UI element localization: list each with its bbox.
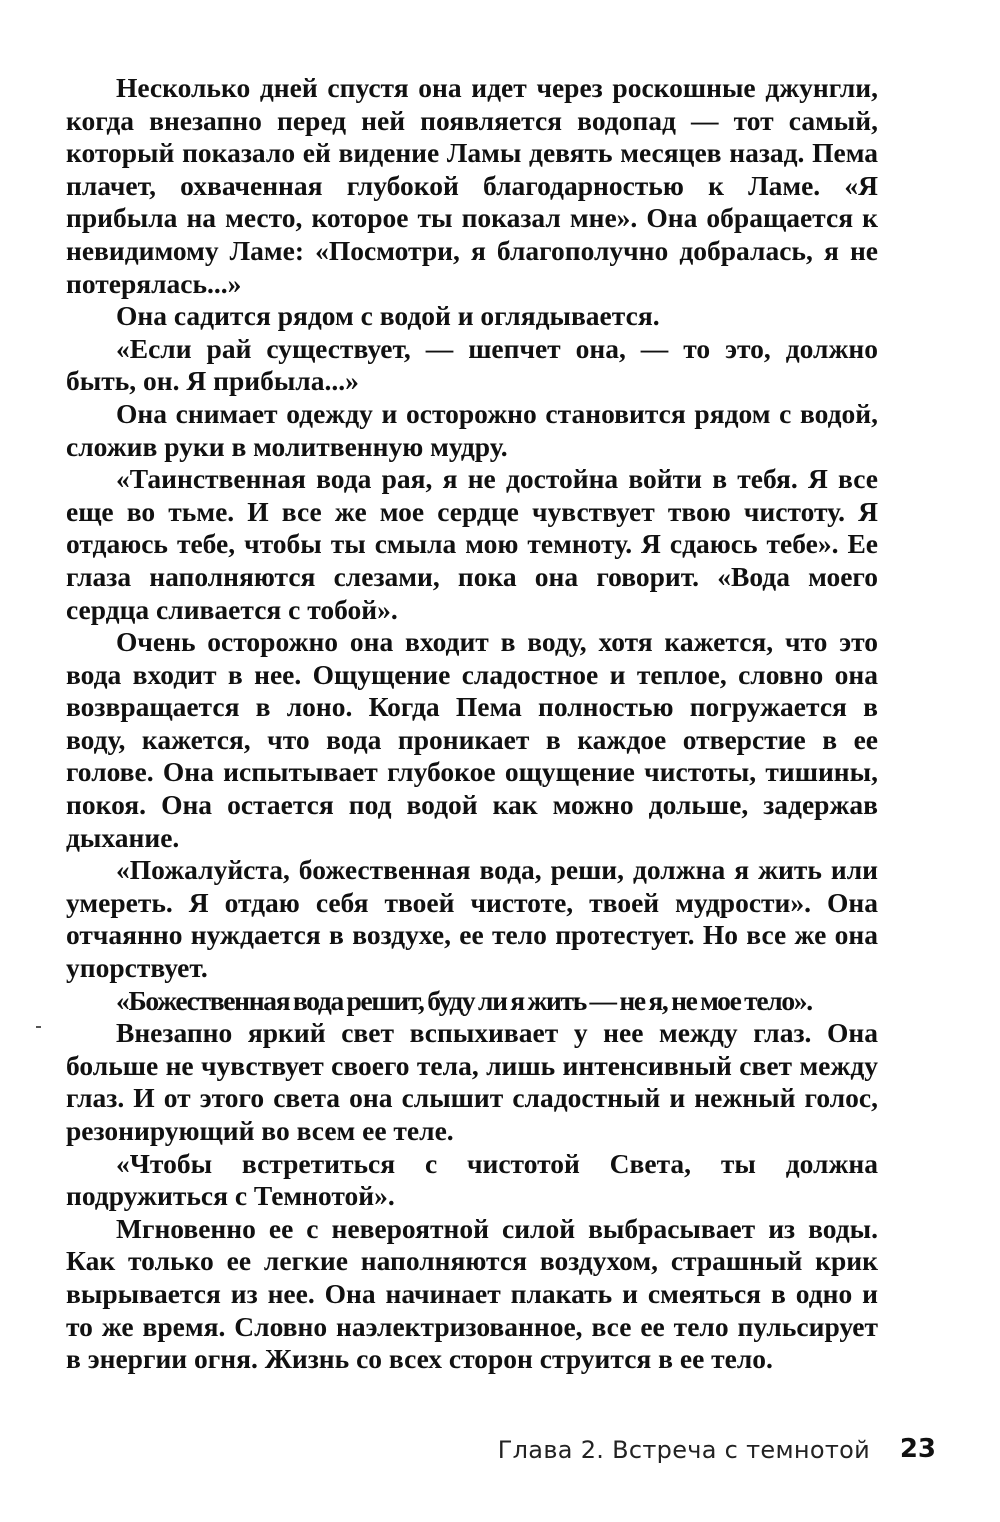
- page-number: 23: [899, 1434, 936, 1464]
- paragraph-11: Мгновенно ее с невероятной силой выбрасывает из воды. Как только ее легкие наполняются воздухом, страшный крик вырывается из нее. Она начинает плакать и смеяться в одно и то же время. Словно наэлектризованное, все ее тело пульсирует в энергии огня. Жизнь со всех сторон струится в ее тело.: [66, 1212, 878, 1375]
- paragraph-4: Она снимает одежду и осторожно становится рядом с водой, сложив руки в молитвенную мудру.: [66, 397, 878, 462]
- paragraph-6: Очень осторожно она входит в воду, хотя кажется, что это вода входит в нее. Ощущение сладостное и теплое, словно она возвращается в лоно. Когда Пема полностью погружается в воду, кажется, что вода проникает в каждое отверстие в ее голове. Она испытывает глубокое ощущение чистоты, тишины, покоя. Она остается под водой как можно дольше, задержав дыхание.: [66, 626, 878, 853]
- body-text: [66, 72, 878, 1376]
- paragraph-1: Несколько дней спустя она идет через роскошные джунгли, когда внезапно перед ней появляется водопад — тот самый, который показало ей видение Ламы девять месяцев назад. Пема плачет, охваченная глубокой благодарностью к Ламе. «Я прибыла на место, которое ты показал мне». Она обращается к невидимому Ламе: «Посмотри, я благополучно добралась, я не потерялась...»: [66, 72, 878, 299]
- margin-mark: [36, 1026, 41, 1028]
- paragraph-2: Она садится рядом с водой и оглядывается.: [116, 300, 660, 332]
- running-footer: [66, 1432, 936, 1472]
- chapter-title: Глава 2. Встреча с темнотой: [497, 1436, 870, 1464]
- paragraph-5: «Таинственная вода рая, я не достойна войти в тебя. Я все еще во тьме. И все же мое сердце чувствует твою чистоту. Я отдаюсь тебе, чтобы ты смыла мою темноту. Я сдаюсь тебе». Ее глаза наполняются слезами, пока она говорит. «Вода моего сердца сливается с тобой».: [66, 463, 878, 625]
- paragraph-10: «Чтобы встретиться с чистотой Света, ты должна подружиться с Темнотой».: [66, 1147, 878, 1212]
- paragraph-9: Внезапно яркий свет вспыхивает у нее между глаз. Она больше не чувствует своего тела, лишь интенсивный свет между глаз. И от этого света она слышит сладостный и нежный голос, резонирующий во всем ее теле.: [66, 1017, 878, 1146]
- paragraph-7: «Пожалуйста, божественная вода, реши, должна я жить или умереть. Я отдаю себя твоей чистоте, твоей мудрости». Она отчаянно нуждается в воздухе, ее тело протестует. Но все же она упорствует.: [66, 854, 878, 984]
- paragraph-3: «Если рай существует, — шепчет она, — то это, должно быть, он. Я прибыла...»: [66, 332, 878, 397]
- paragraph-8: «Божественная вода решит, буду ли я жить — не я, не мое тело».: [116, 984, 812, 1016]
